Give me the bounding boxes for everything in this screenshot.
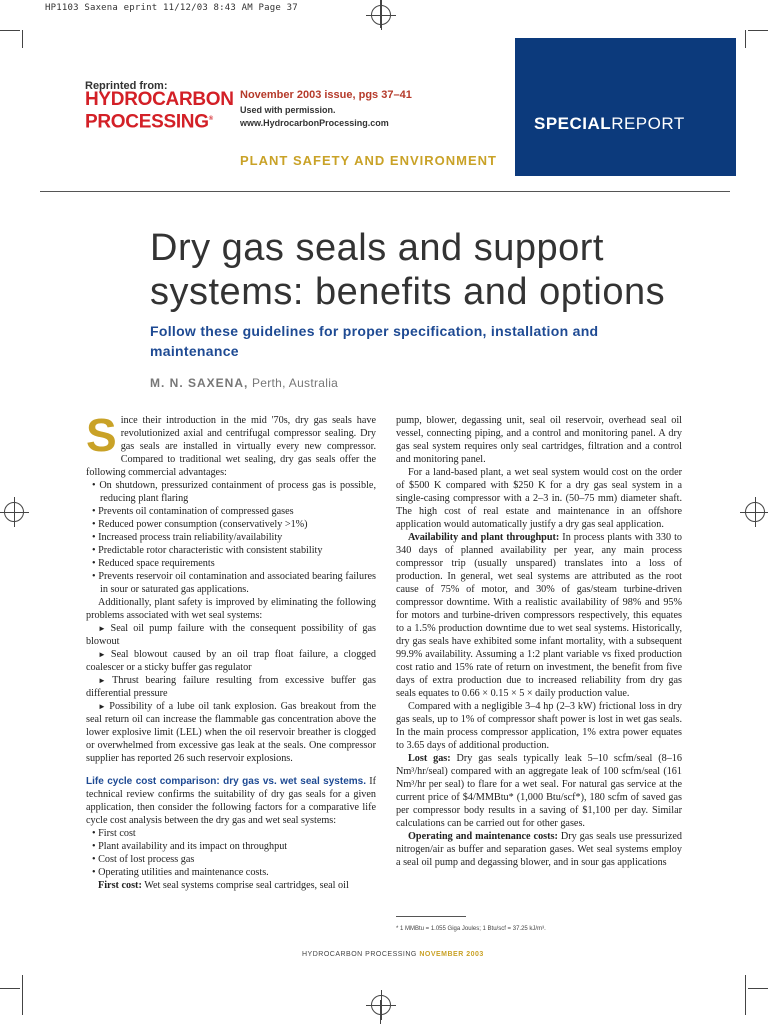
crop-mark [0,988,20,989]
article-subtitle: Follow these guidelines for proper specification, installation and maintenance [150,323,599,359]
crop-mark [380,1000,381,1024]
registration-mark-bottom [371,995,391,1015]
body-column-1 [86,409,377,892]
crop-mark [748,988,768,989]
crop-mark [22,975,23,1015]
author-byline: M. N. SAXENA, Perth, Australia [150,376,339,390]
drop-cap: S [86,409,117,461]
list-item: ► Seal oil pump failure with the consequent possibility of gas blowout [86,622,376,648]
crop-mark [745,30,746,48]
list-item: • Prevents oil contamination of compressed gases [86,505,376,518]
om-heading: Operating and maintenance costs: [408,831,558,842]
special-report-label: SPECIALREPORT [534,114,685,133]
list-item: • Prevents reservoir oil contamination and associated bearing failures in sour or saturated gas applications. [86,570,376,596]
list-item: • Plant availability and its impact on throughput [86,840,376,853]
section-title: PLANT SAFETY AND ENVIRONMENT [240,153,497,168]
crop-mark [22,30,23,48]
factors-list [86,827,376,879]
safety-paragraph: Additionally, plant safety is improved by eliminating the following problems associated with wet seal systems: [86,597,376,621]
page-footer: HYDROCARBON PROCESSING NOVEMBER 2003 [302,951,484,958]
registration-mark-right [745,502,765,522]
lcc-heading: Life cycle cost comparison: dry gas vs. wet seal systems. [86,776,366,787]
intro-paragraph: ince their introduction in the mid '70s, dry gas seals have revolutionized axial and centrifugal compressor sealing. Dry gas seals are installed in virtually every new compressor. Compared to traditional wet sealing, dry gas seals offer the following commercial advantages: [86,415,376,478]
registration-mark-top [371,5,391,25]
advantages-list [86,479,376,596]
problems-list [86,622,376,765]
list-item: • First cost [86,827,376,840]
paragraph: Compared with a negligible 3–4 hp (2–3 kW) frictional loss in dry gas seals, up to 1% of compressor shaft power is lost in wet gas seals. In the main process compressor application, 1% extra power equates to 3.65 days of additional production. [396,701,682,751]
header-rule [40,191,730,192]
journal-logo-line1: HYDROCARBON [85,89,234,110]
body-column-2 [396,414,682,869]
paragraph: For a land-based plant, a wet seal system would cost on the order of $500 K compared with $250 K for a dry gas seal system in a single-casing compressor with a 2–3 in. (50–75 mm) diameter shaft. The high cost of real estate and maintenance in an offshore application would automatically justify a dry gas seal application. [396,467,682,530]
paragraph: pump, blower, degassing unit, seal oil reservoir, overhead seal oil vessel, connecting piping, and a control and monitoring panel. A dry gas seal system requires only seal cartridges, filtration and a control and monitoring panel. [396,415,682,465]
first-cost-text: Wet seal systems comprise seal cartridges, seal oil [141,880,349,891]
special-report-banner [515,38,736,176]
journal-logo-line2: PROCESSING® [85,111,213,133]
journal-url: www.HydrocarbonProcessing.com [240,118,389,128]
crop-mark [748,30,768,31]
list-item: • On shutdown, pressurized containment of process gas is possible, reducing plant flaring [86,479,376,505]
lost-gas-heading: Lost gas: [408,753,451,764]
issue-info: November 2003 issue, pgs 37–41 [240,89,412,101]
list-item: • Cost of lost process gas [86,853,376,866]
lcc-text: If technical review confirms the suitability of dry gas seals for a given application, then consider the following factors for a comparative life cycle cost analysis between the dry gas and wet seal systems: [86,776,376,826]
article-title: Dry gas seals and support systems: benefits and options [150,227,666,313]
reprinted-from: Reprinted from: [85,80,168,92]
list-item: ► Thrust bearing failure resulting from excessive buffer gas differential pressure [86,674,376,700]
list-item: ► Seal blowout caused by an oil trap float failure, a clogged coalescer or a sticky buffer gas regulator [86,648,376,674]
list-item: • Increased process train reliability/availability [86,531,376,544]
om-text: Dry gas seals use pressurized nitrogen/air as buffer and separation gases. Wet seal systems employ a seal oil pump and degassing blower, and in sour gas applications [396,831,682,868]
first-cost-heading: First cost: [98,880,142,891]
list-item: • Reduced space requirements [86,557,376,570]
crop-mark [745,975,746,1015]
list-item: • Reduced power consumption (conservatively >1%) [86,518,376,531]
crop-mark [0,30,20,31]
print-slug: HP1103 Saxena eprint 11/12/03 8:43 AM Page 37 [45,3,298,13]
availability-text: In process plants with 330 to 340 days of planned availability per year, any main process compressor trip (usually unspared) translates into a loss of production. In general, wet seal systems are attributed as the root cause of 75% of motor, and 30% of gas/steam turbine-driven compressor downtime. With a realistic availability of 98% and 95% for motors and turbine-driven compressors respectively, this equates to a 1.5% production downtime due to wet seal systems. Historically, dry gas seals have exhibited some infant mortality, with a subsequent 99.9% availability. Assuming a 1:2 plant variable vs fixed production cost ratio and 15% rate of return on investment, the benefit from five days of extra production due to increased reliability from dry gas seals equates to 0.66 × 0.15 × 5 × daily production value. [396,532,682,699]
list-item: • Operating utilities and maintenance costs. [86,866,376,879]
footnote-rule [396,916,466,917]
footnote: * 1 MMBtu = 1.055 Giga Joules; 1 Btu/scf = 37.25 kJ/m³. [396,926,546,932]
lost-gas-text: Dry gas seals typically leak 5–10 scfm/seal (8–16 Nm³/hr/seal) compared with an aggregate leak of 100 scfm/seal (161 Nm³/hr per seal) to flare for a wet seal. For natural gas service at the current price of $4/MMBtu* (1,000 Btu/scf*), 180 scfm of saved gas per compressor body results in a saving of $1,100 per day. Similar calculations can be carried out for other gases. [396,753,682,829]
registration-mark-left [4,502,24,522]
availability-heading: Availability and plant throughput: [408,532,560,543]
permission-note: Used with permission. [240,105,336,115]
list-item: ► Possibility of a lube oil tank explosion. Gas breakout from the seal return oil can increase the flammable gas concentration above the lower explosive limit (LEL) when the oil reservoir breather is clogged or overwhelmed from excessive gas leak at the seals. One compressor supplier has reported 26 such reservoir explosions. [86,700,376,765]
list-item: • Predictable rotor characteristic with consistent stability [86,544,376,557]
